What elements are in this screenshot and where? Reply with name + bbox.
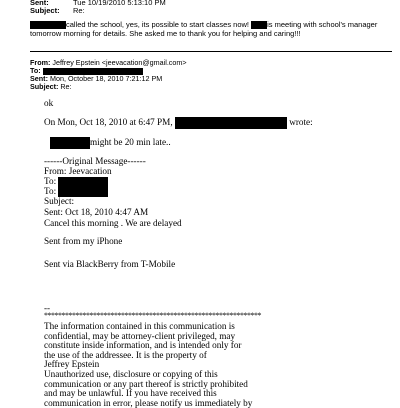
to-label: To: xyxy=(30,66,41,75)
from-label: From: xyxy=(30,58,51,67)
disclaimer-line: Jeffrey Epstein xyxy=(44,359,100,370)
to-label: To: xyxy=(44,176,57,186)
subject-header-line xyxy=(30,6,85,15)
subject-header-line-2 xyxy=(30,82,72,91)
subject-label: Subject: xyxy=(30,6,60,15)
body-part2: is meeting with school's manager xyxy=(267,20,378,29)
top-message-body xyxy=(30,20,390,38)
original-from: From: Jeevacation xyxy=(44,166,112,176)
disclaimer-line: and may be unlawful. If you have received this xyxy=(44,388,217,399)
confidentiality-disclaimer xyxy=(44,322,294,408)
subject-value: Re: xyxy=(73,6,85,15)
cancel-message: Cancel this morning . We are delayed xyxy=(44,218,182,228)
reply-ok: ok xyxy=(44,98,54,108)
subject-value: Re: xyxy=(60,82,72,91)
original-subject: Subject: xyxy=(44,196,75,206)
divider-line xyxy=(30,51,392,52)
redaction-block xyxy=(30,21,66,29)
late-text: might be 20 min late.. xyxy=(90,137,171,148)
body-part1: called the school, yes, its possible to start classes now! xyxy=(66,20,250,29)
disclaimer-line: communication or any part thereof is strictly prohibited xyxy=(44,378,248,389)
signature-dash: -- xyxy=(44,303,51,313)
redaction-block xyxy=(251,21,267,29)
iphone-signature: Sent from my iPhone xyxy=(44,236,123,246)
disclaimer-line: communication in error, please notify us immediately by xyxy=(44,397,253,408)
star-separator: ************************************************************** xyxy=(44,311,261,320)
original-message-separator: ------Original Message------ xyxy=(44,156,146,166)
late-message xyxy=(50,137,171,149)
disclaimer-line: Unauthorized use, disclosure or copying of this xyxy=(44,368,218,379)
from-value: Jeffrey Epstein <jeevacation@gmail.com> xyxy=(52,58,187,67)
original-sent: Sent: Oct 18, 2010 4:47 AM xyxy=(44,207,149,217)
quote-attribution xyxy=(44,117,313,129)
disclaimer-line: constitute inside information, and is intended only for xyxy=(44,340,242,351)
sent-value: Tue 10/19/2010 5:13:10 PM xyxy=(73,0,166,7)
wrote-prefix: On Mon, Oct 18, 2010 at 6:47 PM, xyxy=(44,117,173,128)
subject-label: Subject: xyxy=(30,82,59,91)
wrote-suffix: wrote: xyxy=(289,117,313,128)
sent-value: Mon, October 18, 2010 7:21:12 PM xyxy=(49,74,163,83)
blackberry-signature: Sent via BlackBerry from T-Mobile xyxy=(44,259,176,269)
disclaimer-line: confidential, may be attorney-client privileged, may xyxy=(44,330,236,341)
sent-label: Sent: xyxy=(30,74,48,83)
to-label: To: xyxy=(44,186,57,196)
redaction-block xyxy=(175,117,287,129)
disclaimer-line: the use of the addressee. It is the property of xyxy=(44,349,207,360)
sent-label: Sent: xyxy=(30,0,49,7)
redaction-block xyxy=(50,137,90,149)
body-line2: tomorrow morning for details. She asked me to thank you for helping and caring!!! xyxy=(30,29,301,39)
disclaimer-line: The information contained in this communication is xyxy=(44,321,235,331)
